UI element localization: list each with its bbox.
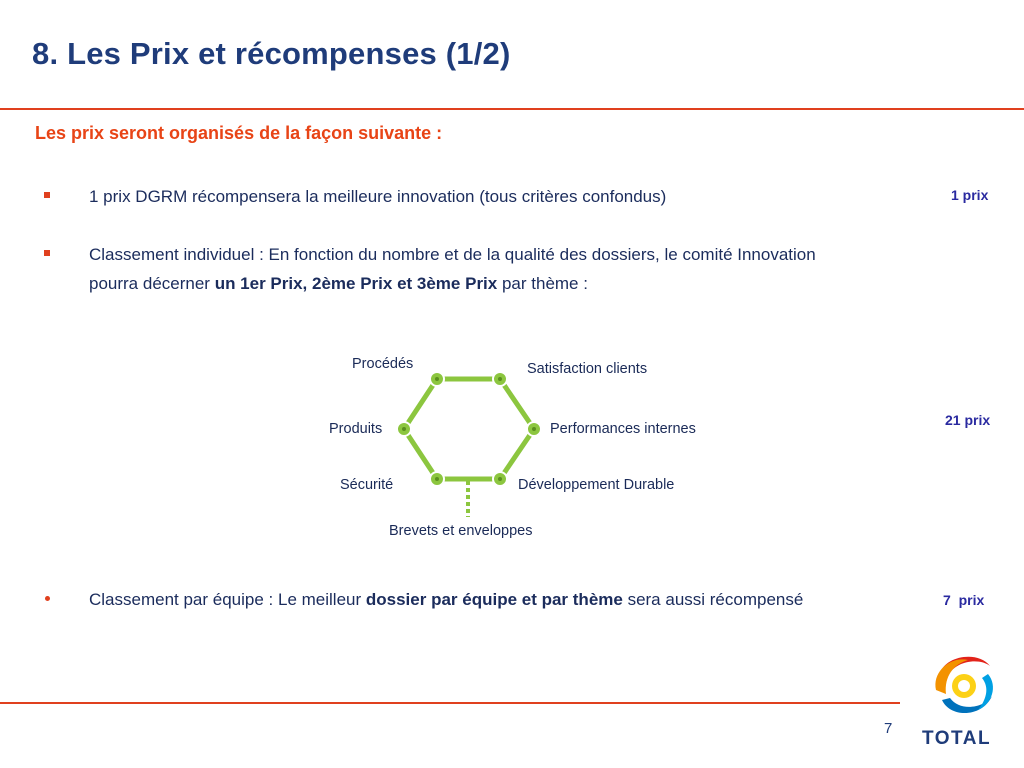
theme-label-procedes: Procédés xyxy=(352,356,414,372)
bottom-divider xyxy=(0,702,900,704)
prize-team-word: prix xyxy=(958,592,985,608)
team-bold: dossier par équipe et par thème xyxy=(365,590,623,609)
theme-label-performances: Performances internes xyxy=(550,421,696,437)
total-logo-text: TOTAL xyxy=(922,728,992,749)
team-pre: Classement par équipe : Le meilleur xyxy=(89,590,366,609)
total-logo-icon xyxy=(920,648,1002,724)
hexagon-nodes xyxy=(397,372,541,486)
slide-title: 8. Les Prix et récompenses (1/2) xyxy=(32,36,511,71)
bullet-text-line1: Classement individuel : En fonction du nombre et de la qualité des dossiers, le comité Innovation xyxy=(89,245,816,264)
line2-bold: un 1er Prix, 2ème Prix et 3ème Prix xyxy=(214,274,498,293)
theme-label-securite: Sécurité xyxy=(340,477,394,493)
prize-count-individual: 21 prix xyxy=(945,412,991,428)
theme-label-produits: Produits xyxy=(329,421,383,437)
theme-label-brevets: Brevets et enveloppes xyxy=(389,523,533,539)
page-number: 7 xyxy=(884,720,893,737)
hexagon-outline xyxy=(404,379,534,479)
theme-label-developpement: Développement Durable xyxy=(518,477,675,493)
prize-team-number: 7 xyxy=(943,592,951,608)
theme-label-satisfaction: Satisfaction clients xyxy=(527,361,648,377)
line2-pre: pourra décerner xyxy=(89,274,215,293)
slide-subtitle: Les prix seront organisés de la façon suivante : xyxy=(35,123,443,143)
line2-post: par thème : xyxy=(497,274,588,293)
team-post: sera aussi récompensé xyxy=(622,590,804,609)
bullet-text: 1 prix DGRM récompensera la meilleure innovation (tous critères confondus) xyxy=(89,187,667,206)
prize-count-dgrm: 1 prix xyxy=(951,187,989,203)
